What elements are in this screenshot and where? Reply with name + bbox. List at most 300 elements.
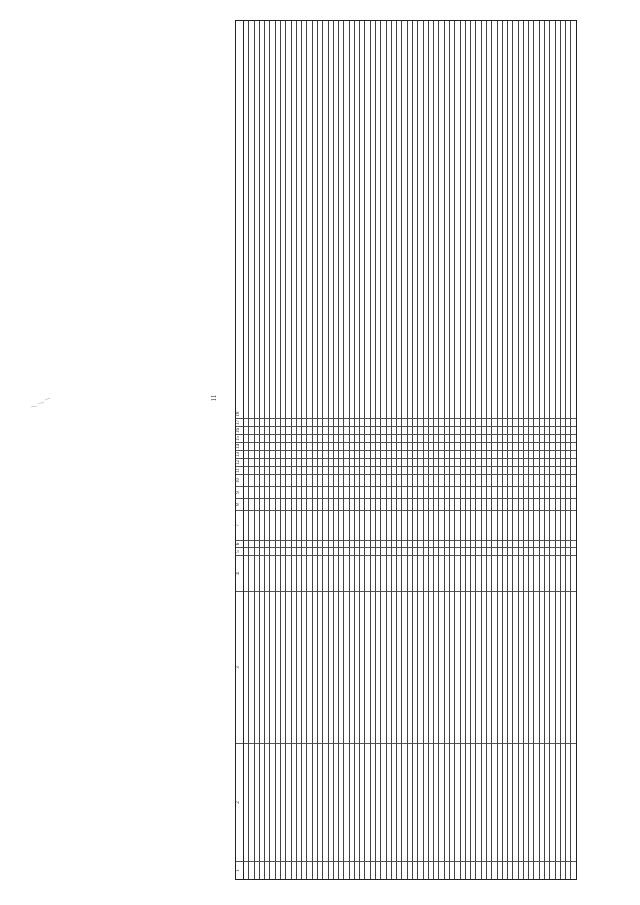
table-cell	[503, 426, 507, 434]
table-cell	[571, 410, 575, 418]
table-cell	[350, 547, 354, 555]
table-cell	[429, 498, 433, 510]
table-cell	[519, 498, 523, 510]
table-cell	[529, 498, 533, 510]
table-cell	[360, 434, 364, 442]
table-cell	[487, 442, 491, 450]
table-cell	[302, 474, 306, 486]
table-cell	[302, 540, 306, 547]
table-cell	[571, 434, 575, 442]
table-cell	[371, 458, 375, 466]
table-cell	[429, 510, 433, 540]
table-cell	[286, 555, 290, 591]
table-cell	[260, 426, 264, 434]
table-cell	[461, 743, 465, 861]
table-cell	[508, 474, 512, 486]
table-cell	[323, 498, 327, 510]
table-cell	[286, 450, 290, 458]
table-cell	[297, 466, 301, 474]
table-cell	[408, 540, 412, 547]
table-cell	[302, 510, 306, 540]
table-cell	[450, 486, 454, 498]
table-cell	[434, 410, 438, 418]
table-cell	[344, 555, 348, 591]
table-cell	[513, 434, 517, 442]
table-cell	[265, 418, 269, 426]
table-cell	[418, 466, 422, 474]
table-cell	[402, 498, 406, 510]
table-cell	[450, 458, 454, 466]
table-cell	[297, 450, 301, 458]
table-cell	[381, 591, 385, 743]
table-cell	[323, 466, 327, 474]
table-cell	[513, 410, 517, 418]
table-cell	[455, 498, 459, 510]
table-cell	[307, 540, 311, 547]
table-cell	[318, 486, 322, 498]
table-cell	[292, 743, 296, 861]
table-cell	[376, 474, 380, 486]
table-cell	[566, 442, 570, 450]
table-cell	[413, 498, 417, 510]
table-cell	[534, 450, 538, 458]
table-cell	[392, 434, 396, 442]
table-cell	[524, 743, 528, 861]
table-cell	[566, 510, 570, 540]
table-cell	[413, 426, 417, 434]
table-cell	[244, 540, 248, 547]
table-cell	[508, 434, 512, 442]
table-cell	[371, 591, 375, 743]
table-cell	[503, 434, 507, 442]
table-cell	[355, 466, 359, 474]
table-cell	[439, 474, 443, 486]
table-cell	[371, 743, 375, 861]
table-cell	[334, 450, 338, 458]
table-cell	[498, 861, 502, 879]
table-cell	[286, 466, 290, 474]
table-cell	[540, 743, 544, 861]
table-cell	[286, 540, 290, 547]
table-cell	[434, 547, 438, 555]
table-cell	[270, 861, 274, 879]
table-cell	[297, 458, 301, 466]
table-cell	[434, 450, 438, 458]
table-cell	[413, 547, 417, 555]
table-cell	[339, 466, 343, 474]
table-cell	[513, 466, 517, 474]
table-cell	[434, 434, 438, 442]
table-cell	[392, 486, 396, 498]
table-cell	[408, 591, 412, 743]
table-cell	[276, 418, 280, 426]
table-cell	[286, 591, 290, 743]
column-number-header: 4	[236, 555, 243, 591]
table-cell	[344, 510, 348, 540]
table-cell	[487, 434, 491, 442]
table-cell	[313, 410, 317, 418]
table-cell	[334, 474, 338, 486]
table-cell	[323, 486, 327, 498]
table-cell	[513, 743, 517, 861]
table-cell	[540, 555, 544, 591]
table-cell	[376, 547, 380, 555]
table-cell	[307, 410, 311, 418]
table-cell	[424, 474, 428, 486]
table-cell	[524, 434, 528, 442]
table-cell	[482, 458, 486, 466]
table-cell	[360, 555, 364, 591]
table-cell	[249, 466, 253, 474]
table-cell	[318, 474, 322, 486]
table-cell	[540, 547, 544, 555]
table-cell	[545, 591, 549, 743]
table-cell	[307, 442, 311, 450]
table-cell	[313, 458, 317, 466]
table-cell	[529, 450, 533, 458]
table-cell	[402, 555, 406, 591]
table-cell	[471, 450, 475, 458]
table-cell	[355, 591, 359, 743]
table-cell	[550, 498, 554, 510]
table-cell	[503, 474, 507, 486]
table-cell	[498, 442, 502, 450]
table-cell	[355, 486, 359, 498]
table-cell	[339, 486, 343, 498]
table-cell	[534, 547, 538, 555]
table-cell	[461, 410, 465, 418]
table-cell	[418, 591, 422, 743]
scan-speck	[38, 402, 44, 404]
table-cell	[529, 547, 533, 555]
table-cell	[498, 486, 502, 498]
table-cell	[392, 458, 396, 466]
table-cell	[418, 861, 422, 879]
table-cell	[434, 498, 438, 510]
column-number-header: 3	[236, 591, 243, 743]
table-cell	[281, 547, 285, 555]
table-cell	[334, 540, 338, 547]
table-cell	[471, 498, 475, 510]
table-cell	[329, 540, 333, 547]
table-cell	[534, 434, 538, 442]
table-cell	[482, 498, 486, 510]
table-cell	[540, 540, 544, 547]
table-cell	[286, 743, 290, 861]
table-cell	[461, 442, 465, 450]
table-cell	[471, 410, 475, 418]
table-cell	[534, 418, 538, 426]
table-cell	[334, 466, 338, 474]
table-cell	[492, 861, 496, 879]
table-cell	[276, 466, 280, 474]
table-cell	[402, 861, 406, 879]
table-cell	[387, 410, 391, 418]
table-cell	[307, 426, 311, 434]
table-cell	[424, 861, 428, 879]
table-cell	[249, 591, 253, 743]
table-cell	[482, 434, 486, 442]
table-cell	[508, 591, 512, 743]
table-cell	[439, 498, 443, 510]
table-cell	[244, 743, 248, 861]
table-cell	[397, 450, 401, 458]
table-cell	[556, 426, 560, 434]
table-cell	[286, 458, 290, 466]
table-cell	[371, 498, 375, 510]
table-cell	[329, 591, 333, 743]
table-cell	[276, 486, 280, 498]
table-cell	[402, 426, 406, 434]
table-cell	[471, 434, 475, 442]
table-cell	[292, 486, 296, 498]
table-cell	[571, 418, 575, 426]
table-cell	[365, 458, 369, 466]
table-cell	[408, 426, 412, 434]
table-cell	[571, 498, 575, 510]
table-cell	[513, 486, 517, 498]
table-cell	[413, 450, 417, 458]
table-cell	[371, 442, 375, 450]
table-cell	[492, 591, 496, 743]
table-cell	[540, 450, 544, 458]
column-number-header: 9	[236, 486, 243, 498]
table-cell	[529, 861, 533, 879]
table-cell	[260, 861, 264, 879]
table-cell	[487, 486, 491, 498]
table-cell	[571, 555, 575, 591]
table-cell	[482, 540, 486, 547]
table-cell	[371, 434, 375, 442]
table-cell	[545, 434, 549, 442]
table-cell	[466, 555, 470, 591]
table-cell	[556, 466, 560, 474]
column-number-header: 14	[236, 444, 241, 449]
table-cell	[418, 410, 422, 418]
scan-speck	[31, 406, 37, 407]
table-cell	[255, 442, 259, 450]
table-cell	[360, 540, 364, 547]
table-cell	[529, 410, 533, 418]
table-cell	[297, 861, 301, 879]
table-cell	[487, 861, 491, 879]
table-cell	[323, 426, 327, 434]
table-cell	[529, 418, 533, 426]
table-cell	[376, 410, 380, 418]
table-cell	[297, 591, 301, 743]
table-cell	[323, 743, 327, 861]
table-cell	[265, 450, 269, 458]
table-cell	[476, 474, 480, 486]
table-cell	[281, 510, 285, 540]
table-cell	[397, 458, 401, 466]
table-cell	[307, 434, 311, 442]
table-cell	[461, 426, 465, 434]
table-cell	[482, 547, 486, 555]
table-cell	[566, 591, 570, 743]
table-cell	[503, 510, 507, 540]
table-cell	[307, 450, 311, 458]
table-cell	[513, 555, 517, 591]
table-cell	[439, 861, 443, 879]
table-cell	[244, 498, 248, 510]
table-cell	[556, 434, 560, 442]
table-cell	[556, 498, 560, 510]
table-cell	[329, 434, 333, 442]
table-cell	[318, 410, 322, 418]
table-cell	[466, 458, 470, 466]
table-cell	[418, 486, 422, 498]
table-cell	[286, 442, 290, 450]
table-cell	[561, 540, 565, 547]
table-cell	[487, 418, 491, 426]
table-cell	[466, 510, 470, 540]
table-cell	[265, 442, 269, 450]
table-cell	[244, 861, 248, 879]
table-cell	[550, 426, 554, 434]
table-cell	[402, 410, 406, 418]
table-cell	[534, 486, 538, 498]
table-cell	[397, 442, 401, 450]
table-cell	[344, 442, 348, 450]
table-cell	[566, 450, 570, 458]
table-cell	[434, 743, 438, 861]
table-cell	[455, 510, 459, 540]
table-cell	[402, 743, 406, 861]
table-cell	[276, 442, 280, 450]
table-cell	[413, 466, 417, 474]
table-cell	[519, 486, 523, 498]
table-cell	[461, 466, 465, 474]
table-cell	[270, 591, 274, 743]
table-cell	[545, 498, 549, 510]
table-cell	[476, 486, 480, 498]
table-cell	[292, 434, 296, 442]
table-cell	[545, 547, 549, 555]
table-cell	[365, 410, 369, 418]
table-cell	[524, 426, 528, 434]
table-cell	[292, 458, 296, 466]
table-cell	[371, 426, 375, 434]
table-cell	[513, 458, 517, 466]
table-cell	[255, 555, 259, 591]
table-cell	[392, 474, 396, 486]
column-number-header: 2	[236, 743, 243, 861]
table-cell	[329, 458, 333, 466]
table-cell	[381, 555, 385, 591]
table-cell	[339, 410, 343, 418]
column-number-header: 17	[236, 420, 241, 425]
table-cell	[550, 466, 554, 474]
table-cell	[498, 743, 502, 861]
table-cell	[439, 555, 443, 591]
table-cell	[424, 410, 428, 418]
table-cell	[265, 498, 269, 510]
table-cell	[566, 466, 570, 474]
table-cell	[445, 466, 449, 474]
table-cell	[365, 547, 369, 555]
table-cell	[376, 466, 380, 474]
table-cell	[344, 547, 348, 555]
table-cell	[503, 410, 507, 418]
table-cell	[297, 442, 301, 450]
table-cell	[381, 510, 385, 540]
table-cell	[492, 426, 496, 434]
table-cell	[492, 466, 496, 474]
table-cell	[556, 743, 560, 861]
table-cell	[323, 442, 327, 450]
table-cell	[292, 474, 296, 486]
table-cell	[508, 510, 512, 540]
table-cell	[371, 418, 375, 426]
table-cell	[471, 418, 475, 426]
table-cell	[513, 861, 517, 879]
table-cell	[350, 410, 354, 418]
table-cell	[402, 510, 406, 540]
table-cell	[329, 426, 333, 434]
table-cell	[281, 555, 285, 591]
table-cell	[371, 861, 375, 879]
table-cell	[344, 591, 348, 743]
table-cell	[260, 547, 264, 555]
table-cell	[550, 591, 554, 743]
table-cell	[503, 555, 507, 591]
table-cell	[276, 555, 280, 591]
table-cell	[519, 540, 523, 547]
page-number: 11	[210, 394, 218, 402]
table-cell	[492, 486, 496, 498]
table-cell	[402, 474, 406, 486]
table-cell	[381, 410, 385, 418]
table-cell	[524, 861, 528, 879]
table-cell	[413, 591, 417, 743]
table-cell	[508, 466, 512, 474]
table-cell	[365, 555, 369, 591]
table-cell	[276, 458, 280, 466]
table-cell	[508, 450, 512, 458]
table-cell	[255, 434, 259, 442]
table-cell	[307, 547, 311, 555]
table-cell	[281, 540, 285, 547]
table-cell	[513, 442, 517, 450]
table-cell	[455, 426, 459, 434]
table-cell	[540, 474, 544, 486]
table-cell	[397, 486, 401, 498]
table-cell	[487, 555, 491, 591]
table-cell	[365, 540, 369, 547]
table-cell	[429, 486, 433, 498]
table-cell	[434, 540, 438, 547]
table-cell	[498, 591, 502, 743]
table-cell	[381, 474, 385, 486]
table-cell	[260, 743, 264, 861]
table-cell	[360, 474, 364, 486]
table-cell	[355, 474, 359, 486]
table-cell	[292, 450, 296, 458]
table-cell	[355, 498, 359, 510]
table-cell	[376, 426, 380, 434]
table-cell	[476, 466, 480, 474]
table-cell	[244, 458, 248, 466]
table-cell	[387, 547, 391, 555]
table-cell	[498, 547, 502, 555]
table-cell	[281, 442, 285, 450]
table-cell	[292, 861, 296, 879]
table-cell	[281, 498, 285, 510]
table-cell	[524, 474, 528, 486]
table-cell	[329, 442, 333, 450]
table-cell	[334, 498, 338, 510]
